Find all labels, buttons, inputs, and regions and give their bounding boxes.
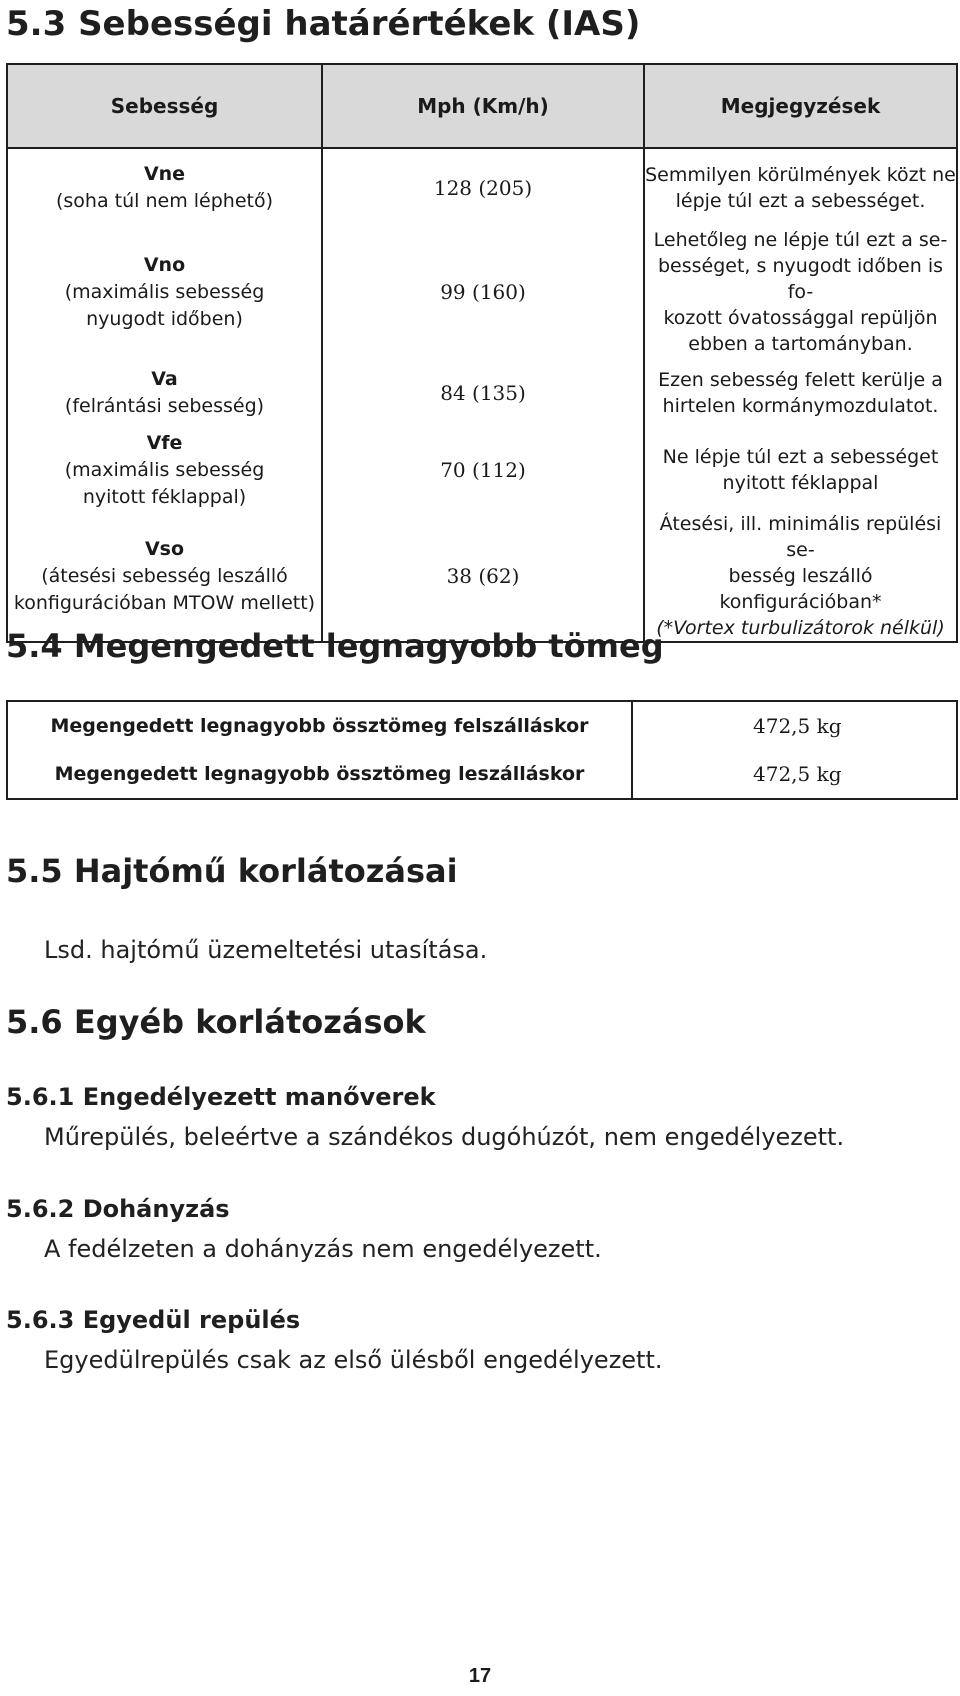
max-weight-table (6, 700, 958, 800)
note-line: Átesési, ill. minimális repülési se- (659, 513, 942, 561)
speed-notes (644, 429, 957, 511)
weight-label: Megengedett legnagyobb össztömeg leszálláskor (7, 750, 632, 799)
section-5-6-2-text: A fedélzeten a dohányzás nem engedélyezett. (44, 1235, 602, 1263)
note-line: Lehetőleg ne lépje túl ezt a se- (653, 229, 948, 251)
speed-notes (644, 227, 957, 357)
speed-desc: (átesési sebesség leszálló (41, 564, 288, 587)
speed-desc: nyugodt időben) (86, 307, 243, 330)
speed-limits-table (6, 63, 958, 643)
speed-name: Vso (144, 537, 185, 560)
weight-value: 472,5 kg (632, 750, 957, 799)
note-line: ebben a tartományban. (688, 333, 913, 355)
section-5-6-3-text: Egyedülrepülés csak az első ülésből engedélyezett. (44, 1346, 663, 1374)
speed-value: 84 (135) (322, 357, 644, 429)
speed-table-header (7, 64, 957, 148)
speed-row-va (7, 357, 957, 429)
speed-desc: (maximális sebesség (64, 280, 265, 303)
speed-value: 70 (112) (322, 429, 644, 511)
speed-value: 38 (62) (322, 511, 644, 642)
speed-cell (7, 148, 322, 227)
note-line: lépje túl ezt a sebességet. (675, 190, 926, 212)
header-notes: Megjegyzések (644, 64, 957, 148)
speed-name: Vfe (146, 431, 183, 454)
section-5-3-title: 5.3 Sebességi határértékek (IAS) (6, 4, 641, 44)
weight-row-landing (7, 750, 957, 799)
section-5-5-text: Lsd. hajtómű üzemeltetési utasítása. (44, 936, 488, 964)
section-5-6-1-title: 5.6.1 Engedélyezett manőverek (6, 1083, 436, 1111)
speed-cell (7, 357, 322, 429)
speed-cell (7, 429, 322, 511)
section-5-6-title: 5.6 Egyéb korlátozások (6, 1003, 426, 1041)
speed-notes (644, 148, 957, 227)
section-5-4-title: 5.4 Megengedett legnagyobb tömeg (6, 627, 664, 665)
speed-desc: (maximális sebesség (64, 458, 265, 481)
speed-name: Va (151, 368, 178, 390)
speed-name: Vne (143, 163, 186, 185)
note-line: hirtelen kormánymozdulatot. (662, 395, 939, 417)
speed-desc: (soha túl nem léphető) (56, 190, 273, 212)
speed-row-vfe (7, 429, 957, 511)
speed-desc: konfigurációban MTOW mellett) (13, 591, 316, 614)
note-line: Semmilyen körülmények közt ne (645, 164, 956, 186)
note-line: kozott óvatossággal repüljön (663, 307, 938, 329)
speed-desc: nyitott féklappal) (82, 485, 247, 508)
speed-value: 128 (205) (322, 148, 644, 227)
speed-desc: (felrántási sebesség) (64, 395, 265, 417)
note-line: bességet, s nyugodt időben is fo- (658, 255, 943, 303)
section-5-6-3-title: 5.6.3 Egyedül repülés (6, 1306, 301, 1334)
header-speed: Sebesség (7, 64, 322, 148)
speed-row-vne (7, 148, 957, 227)
speed-row-vso (7, 511, 957, 642)
speed-value: 99 (160) (322, 227, 644, 357)
note-line: besség leszálló konfigurációban* (719, 565, 882, 613)
note-line: Ezen sebesség felett kerülje a (658, 369, 943, 391)
weight-value: 472,5 kg (632, 701, 957, 750)
page-number: 17 (468, 1665, 492, 1687)
note-line: Ne lépje túl ezt a sebességet (662, 446, 939, 468)
speed-notes (644, 511, 957, 642)
header-mph-kmh: Mph (Km/h) (322, 64, 644, 148)
section-5-6-2-title: 5.6.2 Dohányzás (6, 1195, 230, 1223)
section-5-5-title: 5.5 Hajtómű korlátozásai (6, 852, 458, 890)
note-line: nyitott féklappal (722, 472, 879, 494)
section-5-6-1-text: Műrepülés, beleértve a szándékos dugóhúzót, nem engedélyezett. (44, 1123, 845, 1151)
speed-cell (7, 227, 322, 357)
speed-cell (7, 511, 322, 642)
speed-name: Vno (143, 253, 186, 276)
speed-notes (644, 357, 957, 429)
note-footnote: (*Vortex turbulizátorok nélkül) (656, 617, 945, 639)
speed-row-vno (7, 227, 957, 357)
weight-label: Megengedett legnagyobb össztömeg felszálláskor (7, 701, 632, 750)
weight-row-takeoff (7, 701, 957, 750)
